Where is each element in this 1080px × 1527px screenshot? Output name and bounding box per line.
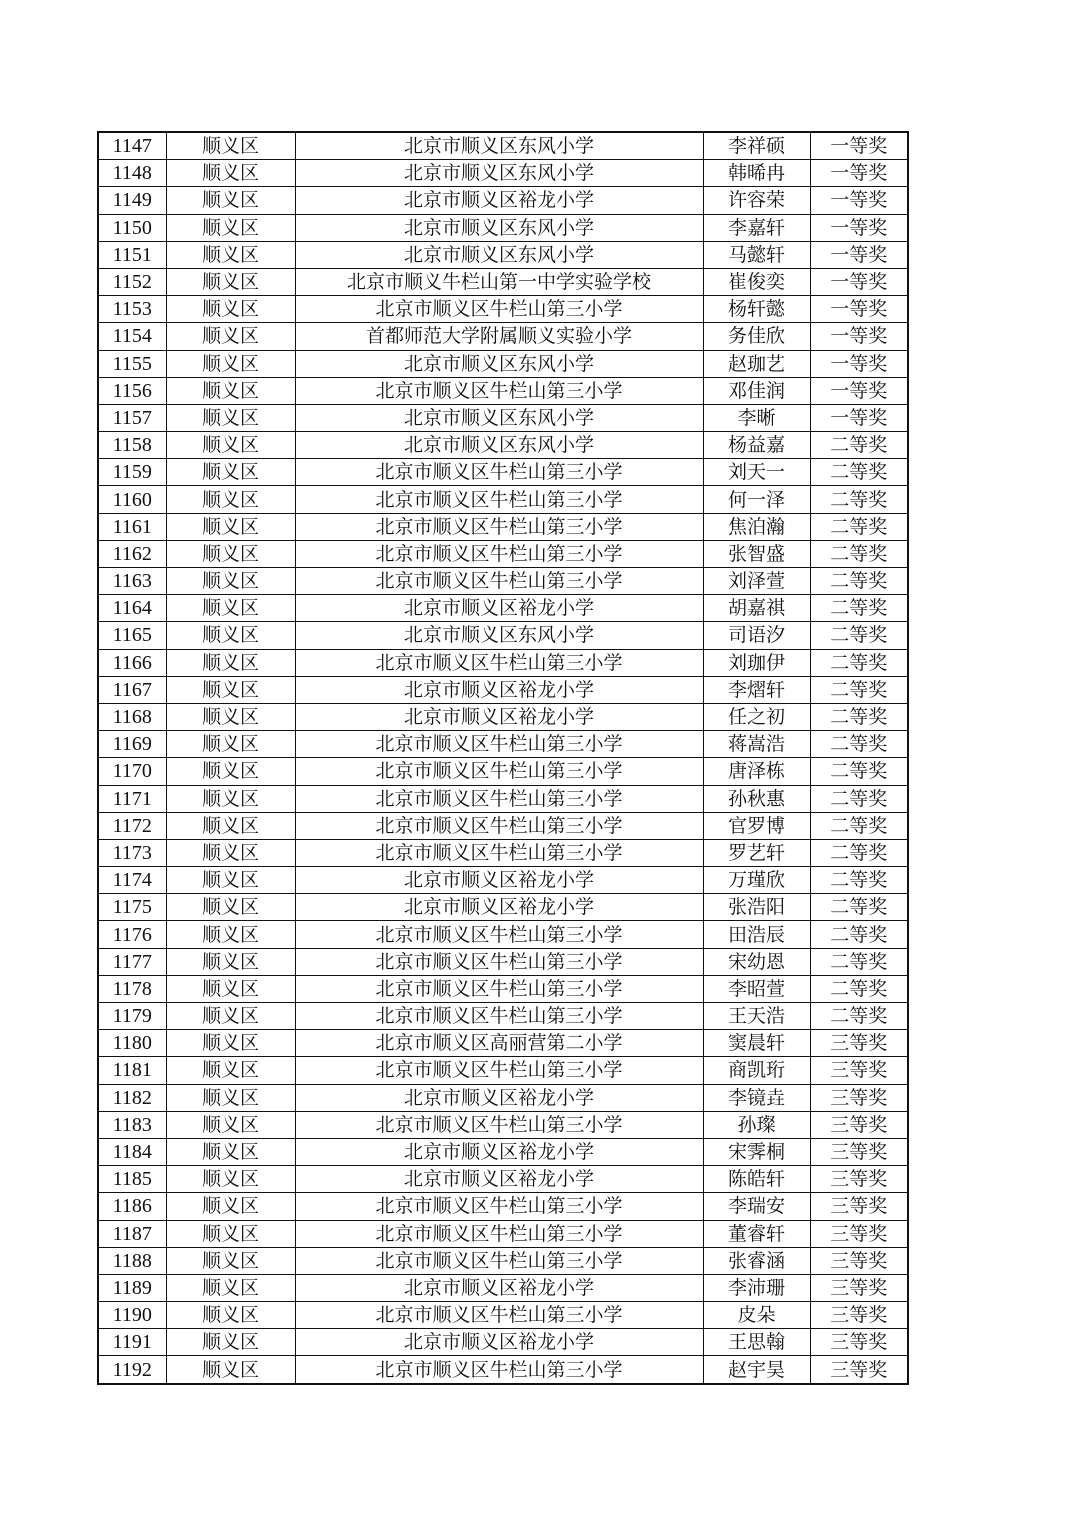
district-cell: 顺义区 [166, 975, 295, 1002]
district-cell: 顺义区 [166, 894, 295, 921]
serial-number-cell: 1156 [98, 377, 166, 404]
table-row [98, 350, 908, 377]
award-level-cell: 一等奖 [810, 132, 908, 160]
school-cell: 北京市顺义区牛栏山第三小学 [295, 785, 703, 812]
award-level-cell: 二等奖 [810, 839, 908, 866]
student-name-cell: 唐泽栋 [703, 758, 810, 785]
serial-number-cell: 1149 [98, 187, 166, 214]
award-level-cell: 二等奖 [810, 595, 908, 622]
award-level-cell: 一等奖 [810, 296, 908, 323]
district-cell: 顺义区 [166, 948, 295, 975]
serial-number-cell: 1166 [98, 649, 166, 676]
table-row [98, 1302, 908, 1329]
district-cell: 顺义区 [166, 1003, 295, 1030]
school-cell: 北京市顺义区裕龙小学 [295, 894, 703, 921]
serial-number-cell: 1191 [98, 1329, 166, 1356]
table-row [98, 975, 908, 1002]
award-level-cell: 二等奖 [810, 486, 908, 513]
district-cell: 顺义区 [166, 296, 295, 323]
table-row [98, 432, 908, 459]
award-level-cell: 二等奖 [810, 568, 908, 595]
serial-number-cell: 1189 [98, 1274, 166, 1301]
school-cell: 北京市顺义区牛栏山第三小学 [295, 1111, 703, 1138]
school-cell: 北京市顺义区裕龙小学 [295, 867, 703, 894]
school-cell: 北京市顺义区牛栏山第三小学 [295, 948, 703, 975]
table-row [98, 948, 908, 975]
award-level-cell: 二等奖 [810, 731, 908, 758]
district-cell: 顺义区 [166, 568, 295, 595]
student-name-cell: 张智盛 [703, 540, 810, 567]
award-level-cell: 二等奖 [810, 432, 908, 459]
table-row [98, 1084, 908, 1111]
district-cell: 顺义区 [166, 323, 295, 350]
district-cell: 顺义区 [166, 703, 295, 730]
district-cell: 顺义区 [166, 486, 295, 513]
student-name-cell: 务佳欣 [703, 323, 810, 350]
table-row [98, 1166, 908, 1193]
table-row [98, 1138, 908, 1165]
table-row [98, 241, 908, 268]
table-row [98, 785, 908, 812]
serial-number-cell: 1188 [98, 1247, 166, 1274]
school-cell: 北京市顺义区东风小学 [295, 132, 703, 160]
award-level-cell: 三等奖 [810, 1302, 908, 1329]
award-list-body [98, 132, 908, 1384]
student-name-cell: 窦晨轩 [703, 1030, 810, 1057]
serial-number-cell: 1169 [98, 731, 166, 758]
serial-number-cell: 1151 [98, 241, 166, 268]
district-cell: 顺义区 [166, 1138, 295, 1165]
student-name-cell: 董睿轩 [703, 1220, 810, 1247]
serial-number-cell: 1152 [98, 268, 166, 295]
student-name-cell: 许容荣 [703, 187, 810, 214]
student-name-cell: 李嘉轩 [703, 214, 810, 241]
table-row [98, 676, 908, 703]
table-row [98, 513, 908, 540]
serial-number-cell: 1163 [98, 568, 166, 595]
school-cell: 北京市顺义区牛栏山第三小学 [295, 649, 703, 676]
serial-number-cell: 1164 [98, 595, 166, 622]
table-row [98, 758, 908, 785]
student-name-cell: 张浩阳 [703, 894, 810, 921]
serial-number-cell: 1185 [98, 1166, 166, 1193]
student-name-cell: 张睿涵 [703, 1247, 810, 1274]
school-cell: 北京市顺义区裕龙小学 [295, 1084, 703, 1111]
student-name-cell: 胡嘉祺 [703, 595, 810, 622]
school-cell: 北京市顺义区牛栏山第三小学 [295, 486, 703, 513]
district-cell: 顺义区 [166, 1274, 295, 1301]
student-name-cell: 邓佳润 [703, 377, 810, 404]
student-name-cell: 商凯珩 [703, 1057, 810, 1084]
serial-number-cell: 1179 [98, 1003, 166, 1030]
table-row [98, 1193, 908, 1220]
district-cell: 顺义区 [166, 785, 295, 812]
school-cell: 北京市顺义区牛栏山第三小学 [295, 1302, 703, 1329]
award-level-cell: 二等奖 [810, 785, 908, 812]
award-level-cell: 一等奖 [810, 350, 908, 377]
student-name-cell: 孙璨 [703, 1111, 810, 1138]
school-cell: 北京市顺义区牛栏山第三小学 [295, 568, 703, 595]
award-level-cell: 一等奖 [810, 404, 908, 431]
serial-number-cell: 1148 [98, 160, 166, 187]
award-level-cell: 三等奖 [810, 1166, 908, 1193]
table-row [98, 1057, 908, 1084]
student-name-cell: 皮朵 [703, 1302, 810, 1329]
table-row [98, 1356, 908, 1384]
school-cell: 北京市顺义区牛栏山第三小学 [295, 839, 703, 866]
student-name-cell: 万瑾欣 [703, 867, 810, 894]
student-name-cell: 罗艺轩 [703, 839, 810, 866]
award-level-cell: 三等奖 [810, 1220, 908, 1247]
serial-number-cell: 1183 [98, 1111, 166, 1138]
district-cell: 顺义区 [166, 241, 295, 268]
serial-number-cell: 1165 [98, 622, 166, 649]
table-row [98, 323, 908, 350]
serial-number-cell: 1187 [98, 1220, 166, 1247]
district-cell: 顺义区 [166, 1193, 295, 1220]
award-level-cell: 一等奖 [810, 187, 908, 214]
district-cell: 顺义区 [166, 187, 295, 214]
award-level-cell: 三等奖 [810, 1329, 908, 1356]
serial-number-cell: 1181 [98, 1057, 166, 1084]
district-cell: 顺义区 [166, 1220, 295, 1247]
district-cell: 顺义区 [166, 377, 295, 404]
award-level-cell: 二等奖 [810, 867, 908, 894]
serial-number-cell: 1159 [98, 459, 166, 486]
school-cell: 北京市顺义区牛栏山第三小学 [295, 459, 703, 486]
student-name-cell: 宋幼恩 [703, 948, 810, 975]
student-name-cell: 宋霁桐 [703, 1138, 810, 1165]
award-level-cell: 一等奖 [810, 241, 908, 268]
district-cell: 顺义区 [166, 214, 295, 241]
district-cell: 顺义区 [166, 649, 295, 676]
school-cell: 北京市顺义区东风小学 [295, 241, 703, 268]
school-cell: 北京市顺义区牛栏山第三小学 [295, 731, 703, 758]
district-cell: 顺义区 [166, 1356, 295, 1384]
award-level-cell: 二等奖 [810, 1003, 908, 1030]
table-row [98, 595, 908, 622]
district-cell: 顺义区 [166, 132, 295, 160]
student-name-cell: 李镜垚 [703, 1084, 810, 1111]
award-level-cell: 一等奖 [810, 268, 908, 295]
school-cell: 北京市顺义区牛栏山第三小学 [295, 975, 703, 1002]
award-level-cell: 三等奖 [810, 1030, 908, 1057]
award-level-cell: 三等奖 [810, 1247, 908, 1274]
school-cell: 北京市顺义区牛栏山第三小学 [295, 1356, 703, 1384]
serial-number-cell: 1161 [98, 513, 166, 540]
school-cell: 北京市顺义区裕龙小学 [295, 595, 703, 622]
student-name-cell: 李瑞安 [703, 1193, 810, 1220]
serial-number-cell: 1192 [98, 1356, 166, 1384]
serial-number-cell: 1174 [98, 867, 166, 894]
district-cell: 顺义区 [166, 1166, 295, 1193]
table-row [98, 1111, 908, 1138]
serial-number-cell: 1176 [98, 921, 166, 948]
school-cell: 北京市顺义区东风小学 [295, 622, 703, 649]
table-row [98, 1274, 908, 1301]
school-cell: 北京市顺义区牛栏山第三小学 [295, 1193, 703, 1220]
school-cell: 北京市顺义区裕龙小学 [295, 676, 703, 703]
award-level-cell: 三等奖 [810, 1138, 908, 1165]
school-cell: 北京市顺义牛栏山第一中学实验学校 [295, 268, 703, 295]
student-name-cell: 田浩辰 [703, 921, 810, 948]
district-cell: 顺义区 [166, 622, 295, 649]
award-level-cell: 三等奖 [810, 1274, 908, 1301]
award-level-cell: 三等奖 [810, 1084, 908, 1111]
district-cell: 顺义区 [166, 432, 295, 459]
student-name-cell: 李祥硕 [703, 132, 810, 160]
school-cell: 北京市顺义区牛栏山第三小学 [295, 812, 703, 839]
student-name-cell: 杨轩懿 [703, 296, 810, 323]
award-level-cell: 一等奖 [810, 214, 908, 241]
school-cell: 北京市顺义区裕龙小学 [295, 187, 703, 214]
school-cell: 北京市顺义区牛栏山第三小学 [295, 513, 703, 540]
school-cell: 北京市顺义区牛栏山第三小学 [295, 758, 703, 785]
table-row [98, 377, 908, 404]
serial-number-cell: 1184 [98, 1138, 166, 1165]
district-cell: 顺义区 [166, 1111, 295, 1138]
award-level-cell: 二等奖 [810, 676, 908, 703]
serial-number-cell: 1162 [98, 540, 166, 567]
district-cell: 顺义区 [166, 839, 295, 866]
award-level-cell: 二等奖 [810, 622, 908, 649]
school-cell: 北京市顺义区牛栏山第三小学 [295, 1057, 703, 1084]
table-row [98, 894, 908, 921]
table-row [98, 214, 908, 241]
school-cell: 北京市顺义区东风小学 [295, 160, 703, 187]
school-cell: 北京市顺义区牛栏山第三小学 [295, 296, 703, 323]
serial-number-cell: 1157 [98, 404, 166, 431]
district-cell: 顺义区 [166, 513, 295, 540]
serial-number-cell: 1153 [98, 296, 166, 323]
district-cell: 顺义区 [166, 921, 295, 948]
serial-number-cell: 1154 [98, 323, 166, 350]
table-row [98, 839, 908, 866]
award-level-cell: 二等奖 [810, 703, 908, 730]
district-cell: 顺义区 [166, 160, 295, 187]
table-row [98, 568, 908, 595]
table-row [98, 160, 908, 187]
table-row [98, 703, 908, 730]
district-cell: 顺义区 [166, 1057, 295, 1084]
district-cell: 顺义区 [166, 731, 295, 758]
table-row [98, 404, 908, 431]
award-level-cell: 二等奖 [810, 513, 908, 540]
school-cell: 北京市顺义区牛栏山第三小学 [295, 1003, 703, 1030]
serial-number-cell: 1167 [98, 676, 166, 703]
award-level-cell: 二等奖 [810, 894, 908, 921]
award-level-cell: 二等奖 [810, 649, 908, 676]
district-cell: 顺义区 [166, 758, 295, 785]
serial-number-cell: 1155 [98, 350, 166, 377]
district-cell: 顺义区 [166, 1030, 295, 1057]
serial-number-cell: 1158 [98, 432, 166, 459]
serial-number-cell: 1173 [98, 839, 166, 866]
student-name-cell: 何一泽 [703, 486, 810, 513]
serial-number-cell: 1182 [98, 1084, 166, 1111]
award-level-cell: 二等奖 [810, 812, 908, 839]
award-level-cell: 一等奖 [810, 323, 908, 350]
table-row [98, 1003, 908, 1030]
award-level-cell: 三等奖 [810, 1111, 908, 1138]
student-name-cell: 司语汐 [703, 622, 810, 649]
district-cell: 顺义区 [166, 595, 295, 622]
student-name-cell: 陈皓轩 [703, 1166, 810, 1193]
school-cell: 北京市顺义区裕龙小学 [295, 1274, 703, 1301]
serial-number-cell: 1180 [98, 1030, 166, 1057]
award-level-cell: 二等奖 [810, 948, 908, 975]
serial-number-cell: 1171 [98, 785, 166, 812]
table-row [98, 486, 908, 513]
student-name-cell: 崔俊奕 [703, 268, 810, 295]
school-cell: 北京市顺义区东风小学 [295, 432, 703, 459]
table-row [98, 296, 908, 323]
table-row [98, 649, 908, 676]
award-list-table [97, 131, 909, 1385]
student-name-cell: 焦泊瀚 [703, 513, 810, 540]
serial-number-cell: 1175 [98, 894, 166, 921]
table-row [98, 921, 908, 948]
award-level-cell: 二等奖 [810, 921, 908, 948]
table-row [98, 622, 908, 649]
serial-number-cell: 1170 [98, 758, 166, 785]
table-row [98, 812, 908, 839]
school-cell: 北京市顺义区牛栏山第三小学 [295, 1220, 703, 1247]
table-row [98, 1030, 908, 1057]
serial-number-cell: 1160 [98, 486, 166, 513]
student-name-cell: 赵珈艺 [703, 350, 810, 377]
table-row [98, 540, 908, 567]
student-name-cell: 杨益嘉 [703, 432, 810, 459]
serial-number-cell: 1172 [98, 812, 166, 839]
school-cell: 北京市顺义区东风小学 [295, 214, 703, 241]
award-level-cell: 一等奖 [810, 377, 908, 404]
school-cell: 北京市顺义区裕龙小学 [295, 1166, 703, 1193]
school-cell: 北京市顺义区高丽营第二小学 [295, 1030, 703, 1057]
student-name-cell: 任之初 [703, 703, 810, 730]
student-name-cell: 官罗博 [703, 812, 810, 839]
serial-number-cell: 1178 [98, 975, 166, 1002]
school-cell: 北京市顺义区东风小学 [295, 404, 703, 431]
district-cell: 顺义区 [166, 268, 295, 295]
serial-number-cell: 1190 [98, 1302, 166, 1329]
award-level-cell: 三等奖 [810, 1057, 908, 1084]
award-level-cell: 二等奖 [810, 540, 908, 567]
school-cell: 首都师范大学附属顺义实验小学 [295, 323, 703, 350]
school-cell: 北京市顺义区裕龙小学 [295, 1329, 703, 1356]
serial-number-cell: 1168 [98, 703, 166, 730]
school-cell: 北京市顺义区牛栏山第三小学 [295, 1247, 703, 1274]
student-name-cell: 王思翰 [703, 1329, 810, 1356]
serial-number-cell: 1147 [98, 132, 166, 160]
serial-number-cell: 1150 [98, 214, 166, 241]
school-cell: 北京市顺义区牛栏山第三小学 [295, 540, 703, 567]
table-row [98, 187, 908, 214]
school-cell: 北京市顺义区牛栏山第三小学 [295, 377, 703, 404]
district-cell: 顺义区 [166, 1247, 295, 1274]
student-name-cell: 刘珈伊 [703, 649, 810, 676]
serial-number-cell: 1177 [98, 948, 166, 975]
student-name-cell: 李沛珊 [703, 1274, 810, 1301]
student-name-cell: 孙秋惠 [703, 785, 810, 812]
award-level-cell: 二等奖 [810, 758, 908, 785]
table-row [98, 268, 908, 295]
table-row [98, 1329, 908, 1356]
award-level-cell: 二等奖 [810, 975, 908, 1002]
student-name-cell: 马懿轩 [703, 241, 810, 268]
school-cell: 北京市顺义区东风小学 [295, 350, 703, 377]
award-level-cell: 三等奖 [810, 1356, 908, 1384]
school-cell: 北京市顺义区裕龙小学 [295, 703, 703, 730]
district-cell: 顺义区 [166, 676, 295, 703]
district-cell: 顺义区 [166, 812, 295, 839]
table-row [98, 731, 908, 758]
district-cell: 顺义区 [166, 867, 295, 894]
district-cell: 顺义区 [166, 1302, 295, 1329]
serial-number-cell: 1186 [98, 1193, 166, 1220]
student-name-cell: 李熠轩 [703, 676, 810, 703]
award-level-cell: 二等奖 [810, 459, 908, 486]
table-row [98, 1220, 908, 1247]
student-name-cell: 蒋嵩浩 [703, 731, 810, 758]
district-cell: 顺义区 [166, 404, 295, 431]
table-row [98, 1247, 908, 1274]
school-cell: 北京市顺义区牛栏山第三小学 [295, 921, 703, 948]
student-name-cell: 刘天一 [703, 459, 810, 486]
award-level-cell: 三等奖 [810, 1193, 908, 1220]
table-row [98, 132, 908, 160]
district-cell: 顺义区 [166, 540, 295, 567]
district-cell: 顺义区 [166, 350, 295, 377]
district-cell: 顺义区 [166, 1329, 295, 1356]
student-name-cell: 刘泽萱 [703, 568, 810, 595]
student-name-cell: 赵宇昊 [703, 1356, 810, 1384]
table-row [98, 459, 908, 486]
school-cell: 北京市顺义区裕龙小学 [295, 1138, 703, 1165]
district-cell: 顺义区 [166, 459, 295, 486]
table-row [98, 867, 908, 894]
student-name-cell: 韩晞冉 [703, 160, 810, 187]
student-name-cell: 李昭萱 [703, 975, 810, 1002]
award-level-cell: 一等奖 [810, 160, 908, 187]
student-name-cell: 王天浩 [703, 1003, 810, 1030]
student-name-cell: 李晰 [703, 404, 810, 431]
district-cell: 顺义区 [166, 1084, 295, 1111]
